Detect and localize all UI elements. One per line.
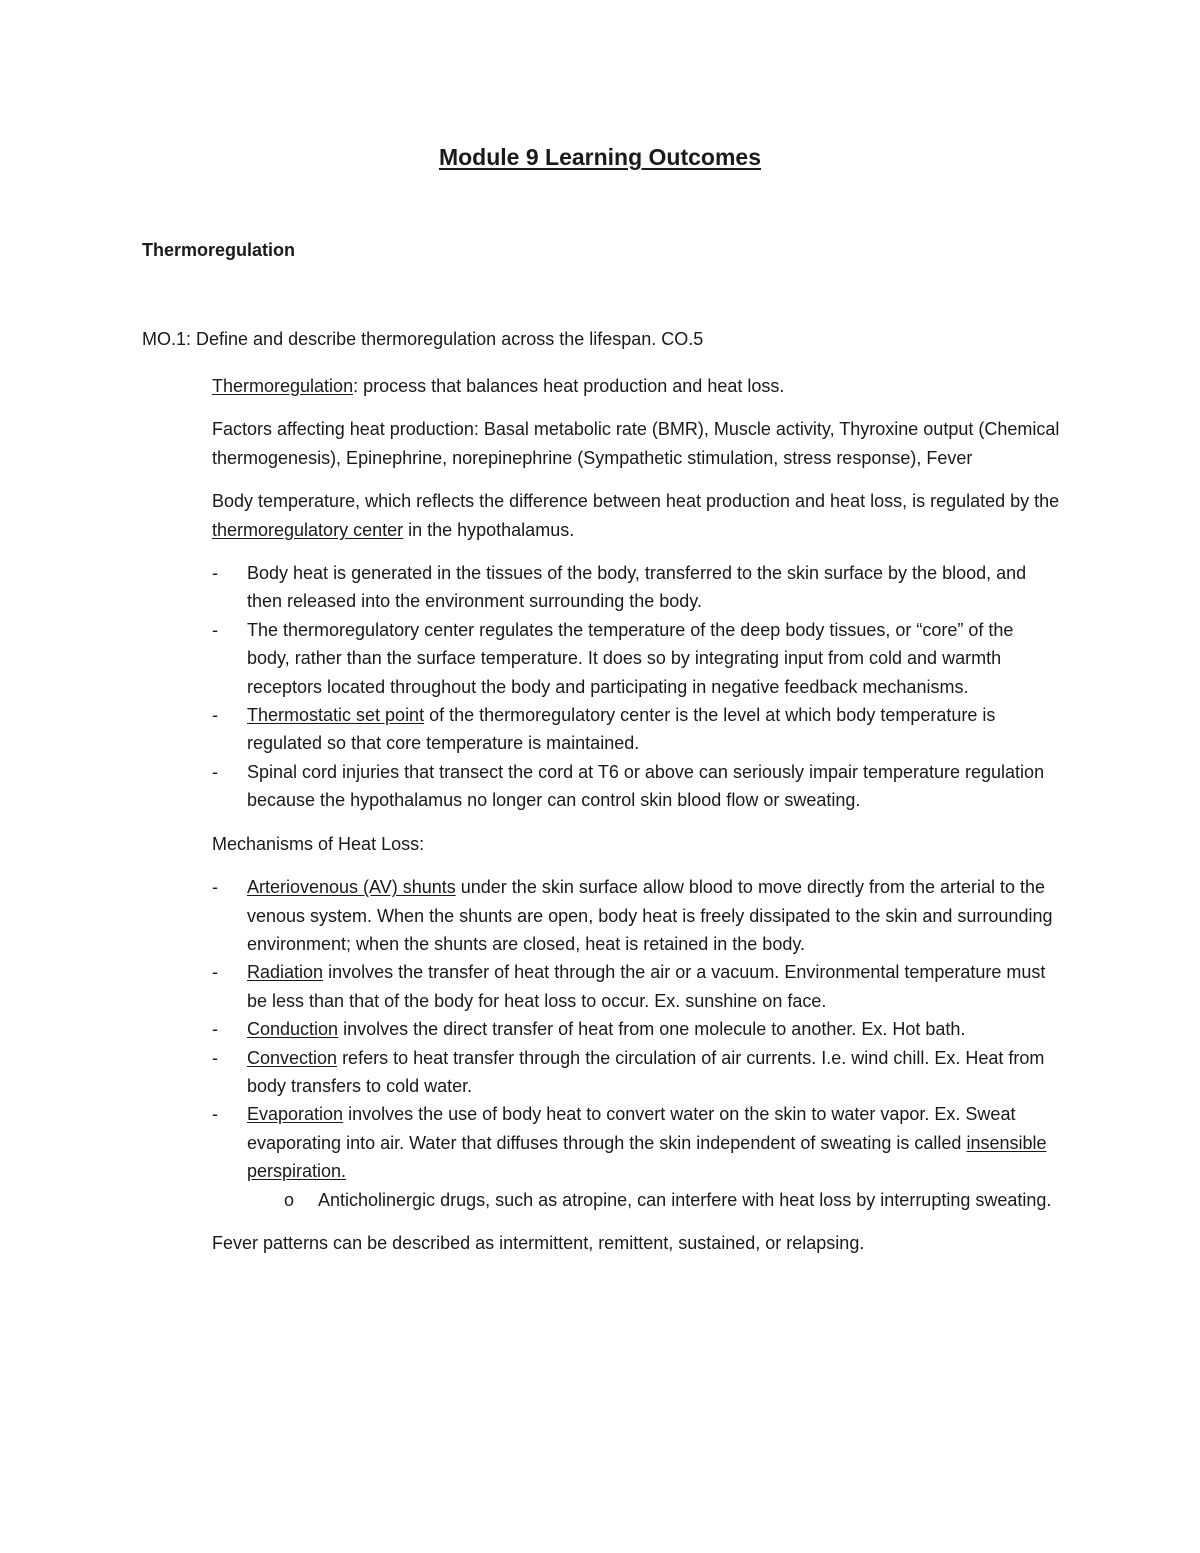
- dash-marker: -: [212, 1047, 218, 1068]
- list-item: [212, 758, 1060, 815]
- fever-patterns-paragraph: Fever patterns can be described as intermittent, remittent, sustained, or relapsing.: [212, 1232, 865, 1253]
- dash-marker: -: [212, 563, 218, 584]
- dash-marker: -: [212, 1104, 218, 1125]
- bullet-text: involves the use of body heat to convert water on the skin to water vapor. Ex. Sweat evaporating into air. Water that diffuses through the skin independent of sweating is called: [247, 1104, 1016, 1153]
- learning-outcome-line: MO.1: Define and describe thermoregulation across the lifespan. CO.5: [142, 329, 704, 349]
- list-item: [212, 1100, 1060, 1214]
- list-item: [212, 559, 1060, 616]
- bullet-text: of the thermoregulatory center is the level at which body temperature is regulated so that core temperature is maintained.: [247, 705, 996, 754]
- dash-marker: -: [212, 619, 218, 640]
- list-item: [212, 873, 1060, 958]
- bullet-term: Convection: [247, 1047, 338, 1068]
- dash-marker: -: [212, 877, 218, 898]
- bullet-text: under the skin surface allow blood to move directly from the arterial to the venous system. When the shunts are open, body heat is freely dissipated to the skin and surrounding environment; when the shunts are closed, heat is retained in the body.: [247, 877, 1053, 954]
- factors-paragraph: Factors affecting heat production: Basal metabolic rate (BMR), Muscle activity, Thyroxine output (Chemical thermogenesis), Epinephrine, norepinephrine (Sympathetic stimulation, stress response), Fever: [212, 419, 1060, 468]
- list-item: [212, 958, 1060, 1015]
- bullet-text: involves the direct transfer of heat from one molecule to another. Ex. Hot bath.: [338, 1019, 966, 1040]
- circle-marker: o: [284, 1189, 295, 1210]
- list-item: [212, 616, 1060, 701]
- sub-list-item: [247, 1186, 1060, 1214]
- list-item: [212, 701, 1060, 758]
- dash-marker: -: [212, 705, 218, 726]
- definition-text: : process that balances heat production and heat loss.: [353, 376, 785, 396]
- list-item: [212, 1015, 1060, 1043]
- section-heading: Thermoregulation: [142, 240, 296, 260]
- definition-term: Thermoregulation: [212, 376, 354, 396]
- bullet-term: Thermostatic set point: [247, 705, 425, 726]
- bullet-term: Arteriovenous (AV) shunts: [247, 877, 456, 898]
- sub-bullet-text: Anticholinergic drugs, such as atropine, can interfere with heat loss by interrupting sweating.: [318, 1189, 1052, 1210]
- list-item: [212, 1044, 1060, 1101]
- dash-marker: -: [212, 962, 218, 983]
- body-temperature-paragraph: [212, 487, 1060, 544]
- outcome-body: [212, 372, 1060, 1272]
- document-title: Module 9 Learning Outcomes: [438, 144, 762, 170]
- mechanisms-heading: Mechanisms of Heat Loss:: [212, 833, 425, 854]
- bullet-term-secondary: insensible perspiration.: [247, 1132, 1047, 1182]
- bullet-text: Spinal cord injuries that transect the cord at T6 or above can seriously impair temperature regulation because the hypothalamus no longer can control skin blood flow or sweating.: [247, 761, 1045, 811]
- bullet-term: Evaporation: [247, 1104, 344, 1125]
- bullet-text: Body heat is generated in the tissues of the body, transferred to the skin surface by the blood, and then released into the environment surrounding the body.: [247, 563, 1027, 612]
- bullet-text: The thermoregulatory center regulates the temperature of the deep body tissues, or “core” of the body, rather than the surface temperature. It does so by integrating input from cold and warmth receptors located throughout the body and participating in negative feedback mechanisms.: [247, 619, 1014, 697]
- sub-bullet-list: [247, 1186, 1060, 1214]
- bullet-text: refers to heat transfer through the circulation of air currents. I.e. wind chill. Ex. Heat from body transfers to cold water.: [247, 1047, 1045, 1096]
- body-temperature-text-before: Body temperature, which reflects the difference between heat production and heat loss, is regulated by the: [212, 491, 1060, 512]
- dash-marker: -: [212, 1019, 218, 1040]
- thermoregulation-bullet-list: [212, 559, 1060, 815]
- body-temperature-text-after: in the hypothalamus.: [403, 519, 575, 540]
- definition-paragraph: [212, 372, 1060, 400]
- bullet-term: Conduction: [247, 1019, 339, 1040]
- bullet-text: involves the transfer of heat through the air or a vacuum. Environmental temperature must be less than that of the body for heat loss to occur. Ex. sunshine on face.: [247, 962, 1046, 1011]
- bullet-term: Radiation: [247, 962, 324, 983]
- dash-marker: -: [212, 761, 218, 782]
- heat-loss-bullet-list: [212, 873, 1060, 1214]
- body-temperature-term: thermoregulatory center: [212, 519, 404, 540]
